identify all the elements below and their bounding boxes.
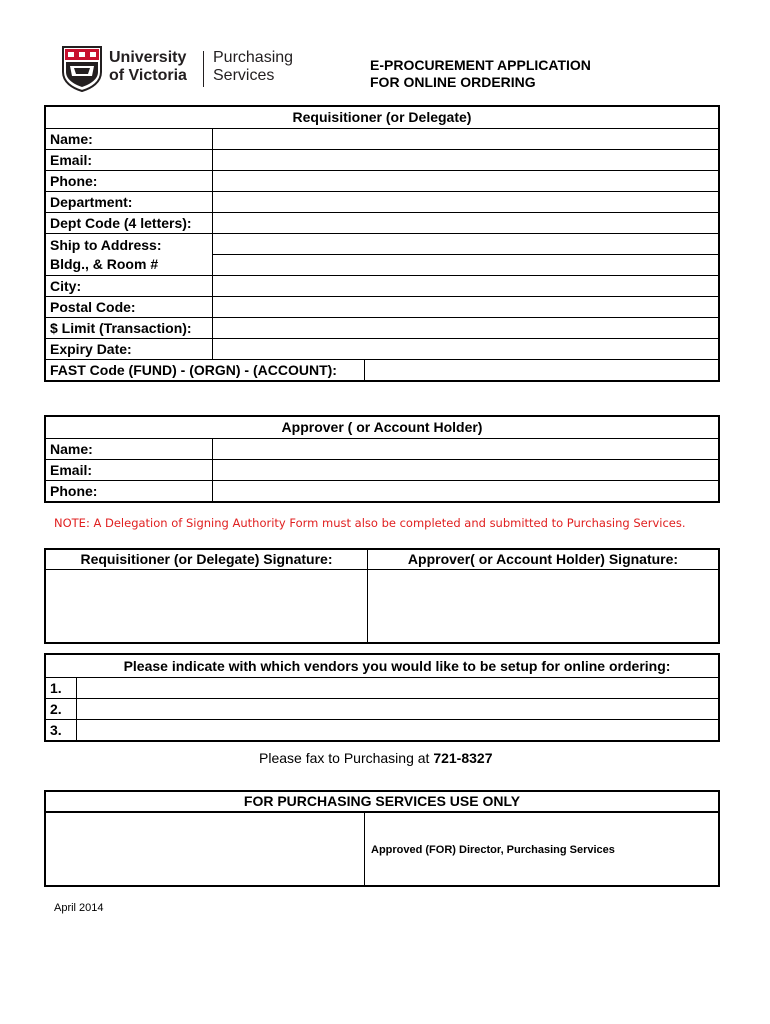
vendors-table	[44, 653, 720, 742]
purchasing-use-heading: FOR PURCHASING SERVICES USE ONLY	[45, 791, 719, 812]
fax-instruction	[259, 750, 493, 766]
vendor-row-number: 3.	[45, 720, 76, 742]
requisitioner-expiry-field[interactable]	[213, 339, 720, 360]
approver-phone-field[interactable]	[213, 481, 720, 503]
requisitioner-postal-label: Postal Code:	[45, 297, 213, 318]
vendor-field-2[interactable]	[76, 699, 719, 720]
requisitioner-ship-to-field-1[interactable]	[213, 234, 720, 255]
vendor-field-1[interactable]	[76, 678, 719, 699]
vendor-row-number: 1.	[45, 678, 76, 699]
requisitioner-dept-code-field[interactable]	[213, 213, 720, 234]
requisitioner-expiry-label: Expiry Date:	[45, 339, 213, 360]
vendors-heading-spacer	[45, 654, 76, 678]
requisitioner-fast-code-label: FAST Code (FUND) - (ORGN) - (ACCOUNT):	[45, 360, 365, 382]
approver-email-label: Email:	[45, 460, 213, 481]
requisitioner-phone-field[interactable]	[213, 171, 720, 192]
logo-university-name: University of Victoria	[109, 49, 187, 84]
requisitioner-city-label: City:	[45, 276, 213, 297]
vendor-field-3[interactable]	[76, 720, 719, 742]
purchasing-signature-box[interactable]	[45, 812, 365, 886]
requisitioner-postal-field[interactable]	[213, 297, 720, 318]
requisitioner-phone-label: Phone:	[45, 171, 213, 192]
requisitioner-heading: Requisitioner (or Delegate)	[45, 106, 719, 129]
logo-department-name: Purchasing Services	[213, 49, 294, 84]
fax-prefix: Please fax to Purchasing at	[259, 750, 434, 766]
signatures-table	[44, 548, 720, 644]
requisitioner-department-label: Department:	[45, 192, 213, 213]
purchasing-use-table	[44, 790, 720, 887]
page-title: E-PROCUREMENT APPLICATION FOR ONLINE ORDERING	[370, 57, 591, 90]
requisitioner-name-label: Name:	[45, 129, 213, 150]
uvic-logo	[62, 44, 312, 94]
vendors-heading: Please indicate with which vendors you would like to be setup for online ordering:	[76, 654, 719, 678]
requisitioner-fast-code-field[interactable]	[365, 360, 720, 382]
uvic-shield-icon	[62, 46, 102, 92]
requisitioner-email-label: Email:	[45, 150, 213, 171]
requisitioner-dept-code-label: Dept Code (4 letters):	[45, 213, 213, 234]
approver-signature-box[interactable]	[368, 570, 720, 644]
requisitioner-limit-label: $ Limit (Transaction):	[45, 318, 213, 339]
fax-number: 721-8327	[433, 750, 493, 766]
logo-divider	[203, 51, 204, 87]
requisitioner-name-field[interactable]	[213, 129, 720, 150]
approver-table	[44, 415, 720, 503]
requisitioner-city-field[interactable]	[213, 276, 720, 297]
purchasing-approved-cell[interactable]	[365, 812, 720, 886]
approver-name-label: Name:	[45, 439, 213, 460]
approver-phone-label: Phone:	[45, 481, 213, 503]
requisitioner-signature-box[interactable]	[45, 570, 368, 644]
requisitioner-table	[44, 105, 720, 382]
requisitioner-ship-to-field-2[interactable]	[213, 255, 720, 276]
requisitioner-ship-to-label: Ship to Address: Bldg., & Room #	[45, 234, 213, 276]
approver-name-field[interactable]	[213, 439, 720, 460]
approver-email-field[interactable]	[213, 460, 720, 481]
requisitioner-limit-field[interactable]	[213, 318, 720, 339]
requisitioner-department-field[interactable]	[213, 192, 720, 213]
requisitioner-email-field[interactable]	[213, 150, 720, 171]
purchasing-approved-label: Approved (FOR) Director, Purchasing Services	[371, 843, 615, 856]
footer-date: April 2014	[54, 902, 104, 914]
requisitioner-signature-label: Requisitioner (or Delegate) Signature:	[45, 549, 368, 570]
vendor-row-number: 2.	[45, 699, 76, 720]
delegation-note: NOTE: A Delegation of Signing Authority Form must also be completed and submitted to Purchasing Services.	[54, 516, 686, 530]
approver-signature-label: Approver( or Account Holder) Signature:	[368, 549, 720, 570]
approver-heading: Approver ( or Account Holder)	[45, 416, 719, 439]
